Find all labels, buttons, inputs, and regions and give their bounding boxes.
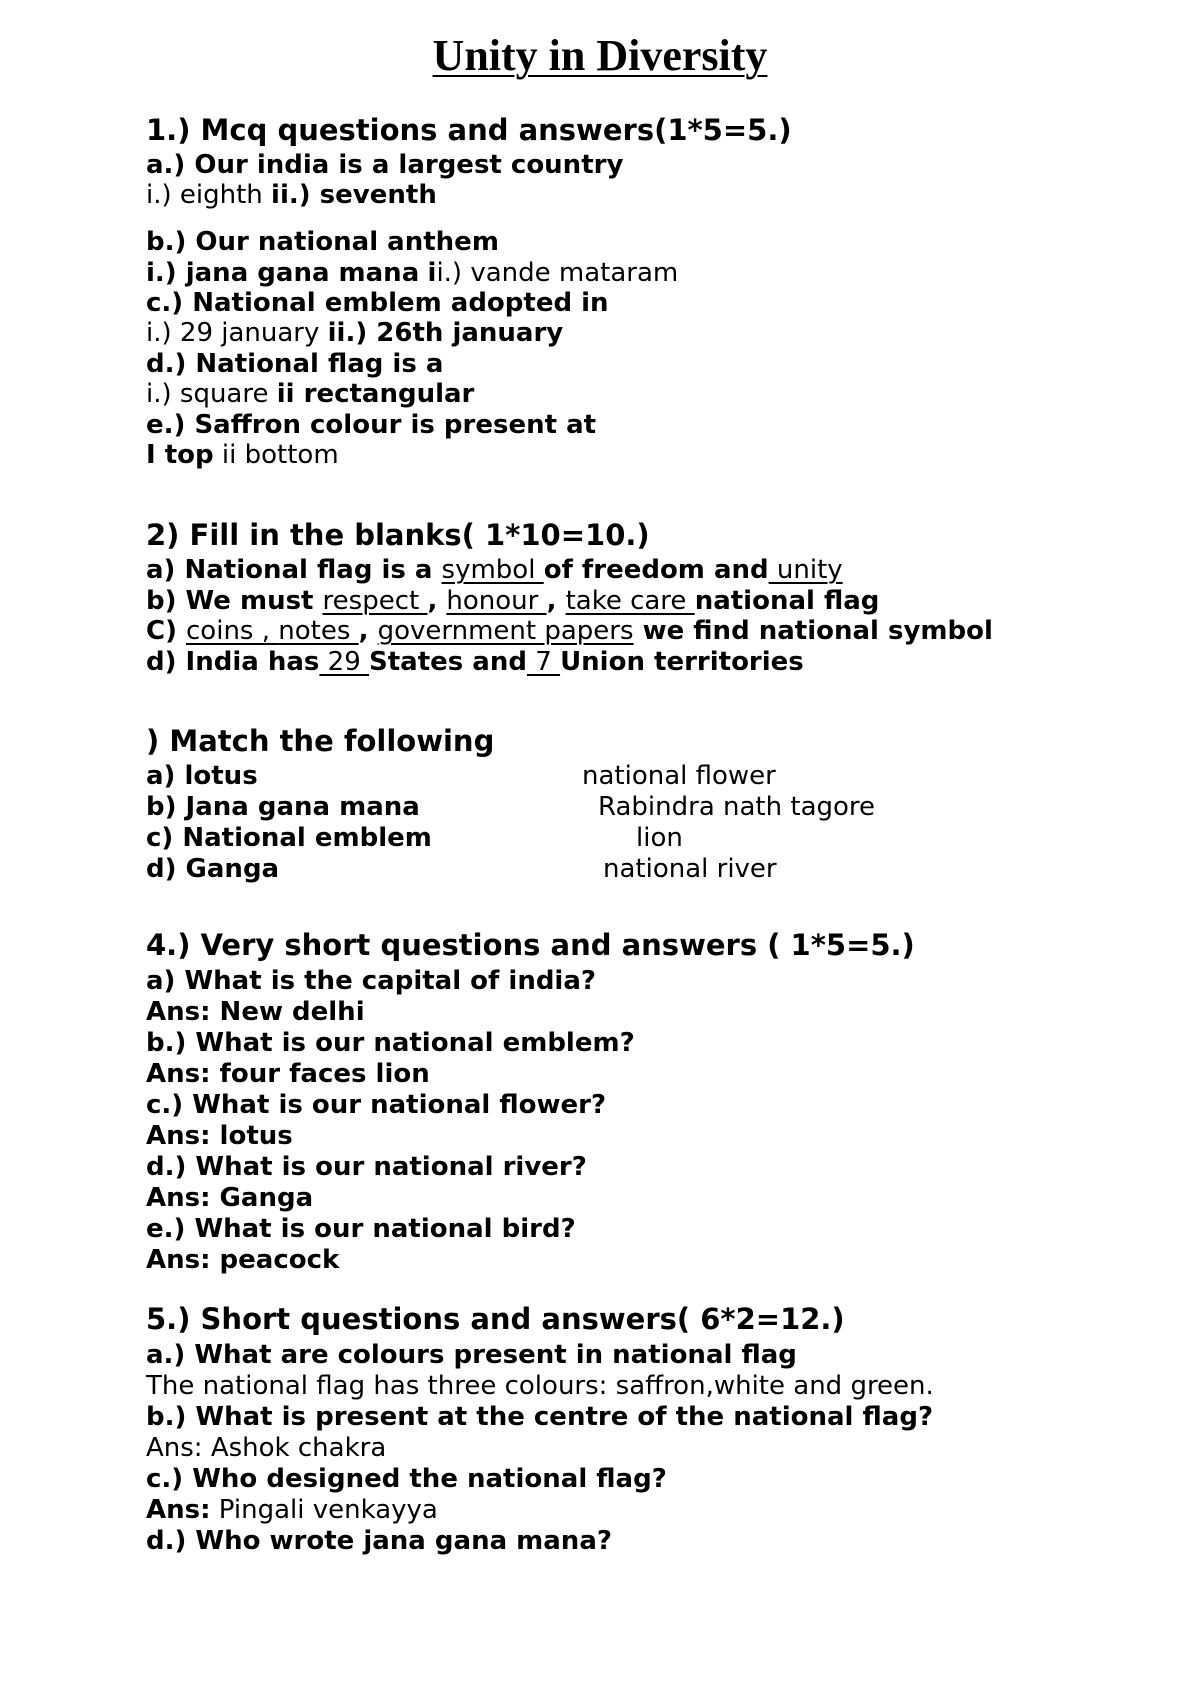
fill-d-text-2: States and <box>369 647 527 677</box>
fill-b-answer-3: take care <box>565 586 695 616</box>
very-short-line: d.) What is our national river? <box>146 1152 587 1182</box>
fill-c-text-3: , <box>358 616 378 646</box>
short-question-c: c.) Who designed the national flag? <box>146 1464 667 1494</box>
very-short-line: b.) What is our national emblem? <box>146 1028 635 1058</box>
mcq-question-b: b.) Our national anthem <box>146 227 499 257</box>
mcq-question-e: e.) Saffron colour is present at <box>146 410 597 440</box>
short-answer-c-label: Ans: <box>146 1495 211 1525</box>
short-heading: 5.) Short questions and answers( 6*2=12.) <box>146 1302 845 1336</box>
mcq-options-e <box>146 440 339 470</box>
page-title: Unity in Diversity <box>432 31 768 80</box>
short-question-a: a.) What are colours present in national flag <box>146 1340 797 1370</box>
match-right-c: lion <box>636 823 683 853</box>
mcq-question-d: d.) National flag is a <box>146 349 444 379</box>
short-answer-b: Ans: Ashok chakra <box>146 1433 387 1463</box>
very-short-line: c.) What is our national flower? <box>146 1090 607 1120</box>
fill-line-b <box>146 586 879 616</box>
fill-line-c <box>146 616 993 646</box>
fill-b-answer-2: honour <box>446 586 547 616</box>
short-question-d: d.) Who wrote jana gana mana? <box>146 1526 612 1556</box>
mcq-d-option-1: i.) square <box>146 379 269 409</box>
very-short-line: Ans: peacock <box>146 1245 340 1275</box>
very-short-heading: 4.) Very short questions and answers ( 1*5=5.) <box>146 928 915 962</box>
very-short-line: a) What is the capital of india? <box>146 966 596 996</box>
mcq-a-option-2: ii.) seventh <box>271 180 437 210</box>
mcq-c-option-1: i.) 29 january <box>146 318 320 348</box>
match-left-d: d) Ganga <box>146 854 280 884</box>
very-short-line: Ans: Ganga <box>146 1183 314 1213</box>
very-short-line: Ans: New delhi <box>146 997 365 1027</box>
fill-d-text-1: d) India has <box>146 647 320 677</box>
short-answer-a: The national flag has three colours: saffron,white and green. <box>146 1371 934 1401</box>
fill-line-d <box>146 647 804 677</box>
fill-c-answer-3: government papers <box>377 616 634 646</box>
fill-line-a <box>146 555 843 585</box>
very-short-line: e.) What is our national bird? <box>146 1214 576 1244</box>
mcq-e-option-2: ii bottom <box>221 440 339 470</box>
mcq-options-d <box>146 379 474 409</box>
match-left-a: a) lotus <box>146 761 258 791</box>
fill-a-text-1: a) National flag is a <box>146 555 442 585</box>
short-answer-c <box>146 1495 438 1525</box>
fill-b-text-3: , <box>546 586 566 616</box>
mcq-options-b <box>146 258 678 288</box>
fill-heading: 2) Fill in the blanks( 1*10=10.) <box>146 518 650 552</box>
match-left-b: b) Jana gana mana <box>146 792 420 822</box>
fill-d-answer-1: 29 <box>319 647 370 677</box>
short-answer-c-text: Pingali venkayya <box>210 1495 438 1525</box>
mcq-options-a <box>146 180 437 210</box>
fill-d-answer-2: 7 <box>526 647 561 677</box>
short-question-b: b.) What is present at the centre of the national flag? <box>146 1402 934 1432</box>
mcq-heading: 1.) Mcq questions and answers(1*5=5.) <box>146 113 792 147</box>
mcq-options-c <box>146 318 563 348</box>
match-heading: ) Match the following <box>146 724 495 758</box>
match-right-d: national river <box>603 854 777 884</box>
mcq-a-option-1: i.) eighth <box>146 180 263 210</box>
mcq-e-option-1: I top <box>146 440 214 470</box>
fill-d-text-3: Union territories <box>560 647 804 677</box>
very-short-line: Ans: four faces lion <box>146 1059 430 1089</box>
fill-b-text-4: national flag <box>694 586 880 616</box>
fill-a-answer-1: symbol <box>441 555 544 585</box>
fill-a-answer-2: unity <box>768 555 843 585</box>
fill-c-text-4: we find national symbol <box>633 616 993 646</box>
mcq-b-option-2-prefix: i <box>427 258 437 288</box>
mcq-question-a: a.) Our india is a largest country <box>146 150 624 180</box>
fill-b-answer-1: respect <box>322 586 428 616</box>
mcq-b-option-2: i.) vande mataram <box>436 258 679 288</box>
match-right-b: Rabindra nath tagore <box>598 792 876 822</box>
fill-a-text-2: of freedom and <box>543 555 769 585</box>
very-short-line: Ans: lotus <box>146 1121 293 1151</box>
mcq-b-option-1: i.) jana gana mana <box>146 258 420 288</box>
match-left-c: c) National emblem <box>146 823 432 853</box>
fill-b-text-2: , <box>427 586 447 616</box>
fill-b-text-1: b) We must <box>146 586 323 616</box>
fill-c-text-1: C) <box>146 616 187 646</box>
match-right-a: national flower <box>582 761 776 791</box>
fill-c-answer-1: coins , <box>186 616 279 646</box>
mcq-question-c: c.) National emblem adopted in <box>146 288 609 318</box>
fill-c-answer-2: notes <box>278 616 359 646</box>
mcq-c-option-2: ii.) 26th january <box>327 318 564 348</box>
mcq-d-option-2: ii rectangular <box>276 379 475 409</box>
